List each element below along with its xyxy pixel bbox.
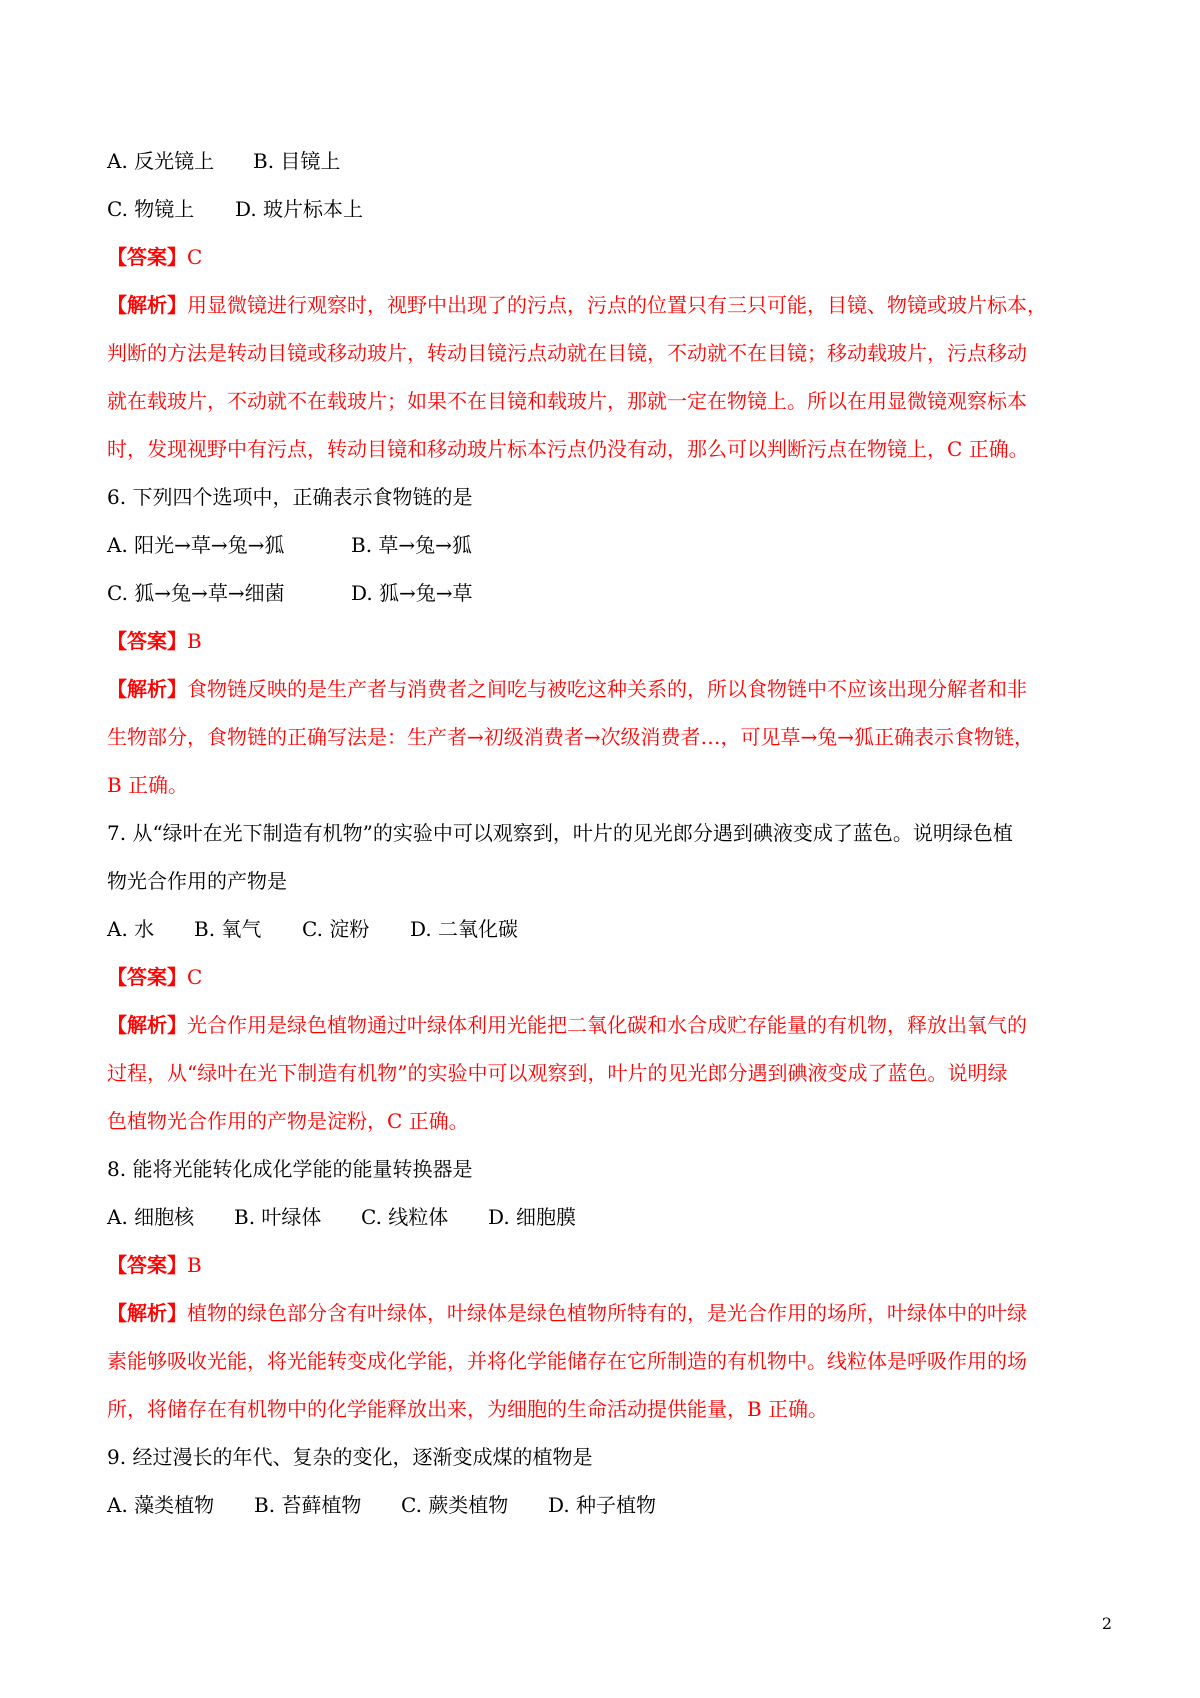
q8-analysis-line: 所，将储存在有机物中的化学能释放出来，为细胞的生命活动提供能量，B 正确。 [107,1397,829,1421]
q9-option-d: D. 种子植物 [548,1493,657,1517]
q6-options-row-1 [107,521,1100,569]
answer-label: 【答案】 [107,245,187,269]
q6-question: 6. 下列四个选项中，正确表示食物链的是 [107,485,473,509]
q8-analysis-line [107,1289,1100,1337]
q7-analysis-line: 色植物光合作用的产物是淀粉，C 正确。 [107,1109,469,1133]
q8-options-row [107,1193,1100,1241]
q5-options-row-1 [107,137,1100,185]
q5-option-d: D. 玻片标本上 [235,197,364,221]
q7-option-a: A. 水 [107,917,155,941]
q5-option-c: C. 物镜上 [107,197,195,221]
q5-answer [107,233,1100,281]
q7-option-c: C. 淀粉 [302,917,370,941]
q6-analysis-line: B 正确。 [107,773,189,797]
answer-label: 【答案】 [107,965,187,989]
q7-answer [107,953,1100,1001]
q6-options-row-2 [107,569,1100,617]
analysis-text: 用显微镜进行观察时，视野中出现了的污点，污点的位置只有三只可能，目镜、物镜或玻片标本， [187,293,1047,317]
answer-value: C [187,245,203,269]
q6-option-d: D. 狐→兔→草 [351,581,473,605]
page-content [107,137,1100,1529]
analysis-label: 【解析】 [107,1013,187,1037]
analysis-label: 【解析】 [107,1301,187,1325]
q7-option-b: B. 氧气 [194,917,262,941]
q8-answer [107,1241,1100,1289]
q6-answer [107,617,1100,665]
q5-analysis-line: 时，发现视野中有污点，转动目镜和移动玻片标本污点仍没有动，那么可以判断污点在物镜上，C 正确。 [107,437,1029,461]
q8-analysis-line: 素能够吸收光能，将光能转变成化学能，并将化学能储存在它所制造的有机物中。线粒体是呼吸作用的场 [107,1349,1027,1373]
analysis-label: 【解析】 [107,293,187,317]
q9-options-row [107,1481,1100,1529]
answer-value: B [187,629,202,653]
q9-option-b: B. 苔藓植物 [254,1493,362,1517]
q9-option-a: A. 藻类植物 [107,1493,215,1517]
q5-options-row-2 [107,185,1100,233]
q5-analysis-line: 就在载玻片，不动就不在载玻片；如果不在目镜和载玻片，那就一定在物镜上。所以在用显微镜观察标本 [107,389,1027,413]
q7-options-row [107,905,1100,953]
q6-option-b: B. 草→兔→狐 [351,533,472,557]
answer-label: 【答案】 [107,1253,187,1277]
q6-option-c: C. 狐→兔→草→细菌 [107,581,285,605]
q7-question: 物光合作用的产物是 [107,869,287,893]
q5-analysis-line [107,281,1100,329]
page-number: 2 [1101,1614,1112,1633]
q7-option-d: D. 二氧化碳 [410,917,519,941]
q8-option-b: B. 叶绿体 [234,1205,322,1229]
q8-option-d: D. 细胞膜 [488,1205,577,1229]
answer-value: B [187,1253,202,1277]
q8-option-c: C. 线粒体 [361,1205,449,1229]
q7-question: 7. 从“绿叶在光下制造有机物”的实验中可以观察到，叶片的见光郎分遇到碘液变成了蓝色。说明绿色植 [107,821,1013,845]
q8-option-a: A. 细胞核 [107,1205,195,1229]
analysis-text: 食物链反映的是生产者与消费者之间吃与被吃这种关系的，所以食物链中不应该出现分解者和非 [187,677,1027,701]
q9-question: 9. 经过漫长的年代、复杂的变化，逐渐变成煤的植物是 [107,1445,593,1469]
answer-label: 【答案】 [107,629,187,653]
analysis-label: 【解析】 [107,677,187,701]
q8-question: 8. 能将光能转化成化学能的能量转换器是 [107,1157,473,1181]
answer-value: C [187,965,203,989]
q9-option-c: C. 蕨类植物 [401,1493,509,1517]
q5-option-b: B. 目镜上 [253,149,341,173]
q6-analysis-line [107,665,1100,713]
q5-analysis-line: 判断的方法是转动目镜或移动玻片，转动目镜污点动就在目镜，不动就不在目镜；移动载玻片，污点移动 [107,341,1027,365]
q6-analysis-line: 生物部分，食物链的正确写法是：生产者→初级消费者→次级消费者…，可见草→兔→狐正确表示食物链， [107,725,1035,749]
analysis-text: 植物的绿色部分含有叶绿体，叶绿体是绿色植物所特有的，是光合作用的场所，叶绿体中的叶绿 [187,1301,1027,1325]
analysis-text: 光合作用是绿色植物通过叶绿体利用光能把二氧化碳和水合成贮存能量的有机物，释放出氧气的 [187,1013,1027,1037]
q6-option-a: A. 阳光→草→兔→狐 [107,533,285,557]
q7-analysis-line: 过程，从“绿叶在光下制造有机物”的实验中可以观察到，叶片的见光郎分遇到碘液变成了蓝色。说明绿 [107,1061,1008,1085]
q7-analysis-line [107,1001,1100,1049]
q5-option-a: A. 反光镜上 [107,149,215,173]
